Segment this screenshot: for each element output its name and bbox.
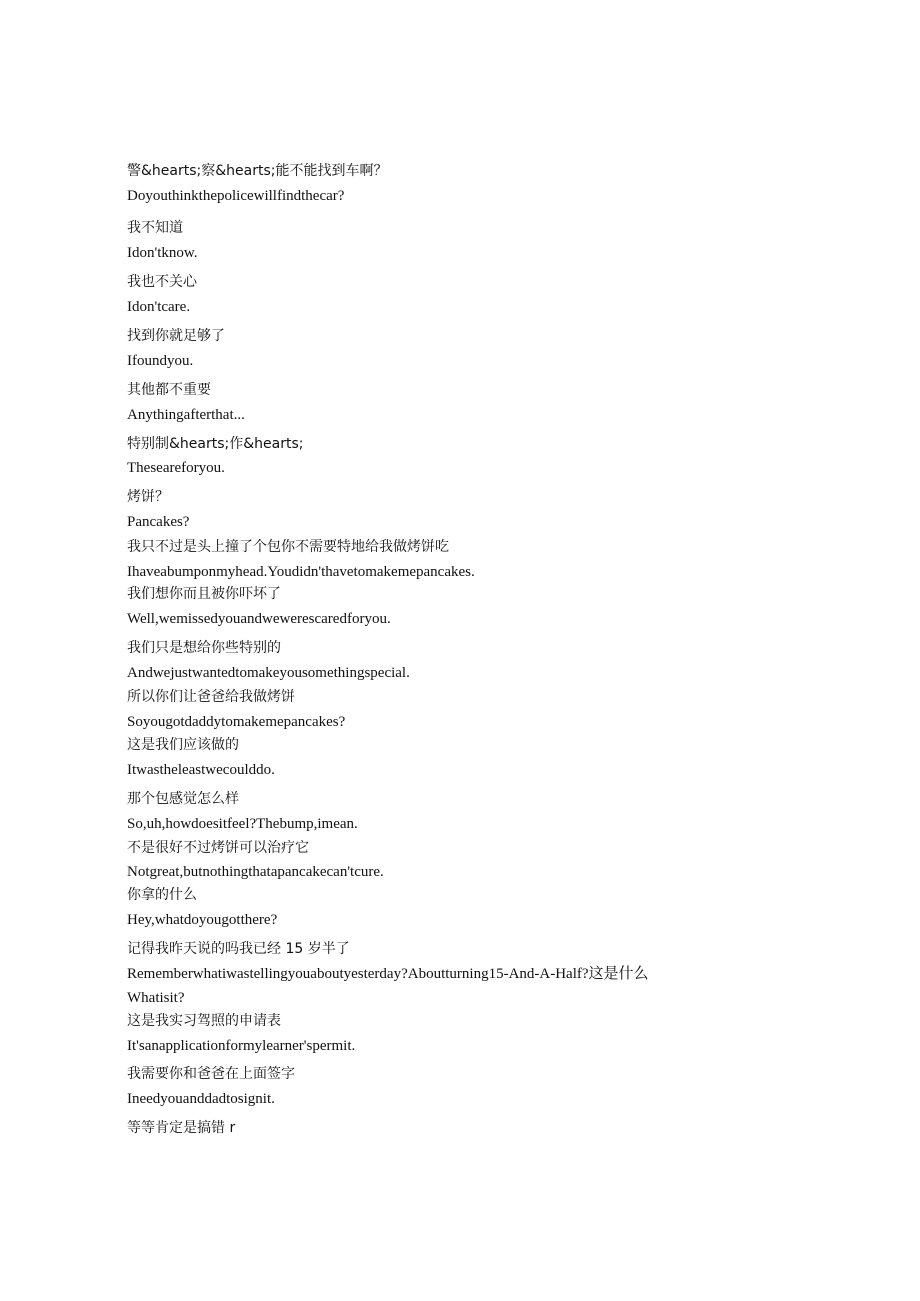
subtitle-en: Idon'tcare. — [127, 299, 191, 315]
subtitle-zh: 你拿的什么 — [127, 887, 197, 903]
subtitle-zh: 这是我们应该做的 — [127, 737, 239, 753]
subtitle-en: Well,wemissedyouandwewerescaredforyou. — [127, 611, 391, 627]
subtitle-zh: 我也不关心 — [127, 274, 197, 290]
subtitle-en: Anythingafterthat... — [127, 407, 245, 423]
subtitle-en: It'sanapplicationformylearner'spermit. — [127, 1038, 356, 1054]
subtitle-zh: 烤饼？ — [127, 489, 169, 505]
subtitle-en: Idon'tknow. — [127, 245, 198, 261]
subtitle-en: Theseareforyou. — [127, 460, 225, 476]
subtitle-zh: 我只不过是头上撞了个包你不需要特地给我做烤饼吃 — [127, 539, 449, 555]
subtitle-zh: 我们只是想给你些特别的 — [127, 640, 281, 656]
subtitle-en: Rememberwhatiwastellingyouaboutyesterday?Aboutturning15-And-A-Half?这是什么 — [127, 966, 649, 982]
subtitle-en: Ineedyouanddadtosignit. — [127, 1091, 275, 1107]
subtitle-zh: 我需要你和爸爸在上面签字 — [127, 1066, 295, 1082]
subtitle-zh: 警&hearts;察&hearts;能不能找到车啊？ — [127, 163, 388, 179]
subtitle-zh: 我们想你而且被你吓坏了 — [127, 586, 281, 602]
subtitle-zh: 其他都不重要 — [127, 382, 211, 398]
subtitle-en: Soyougotdaddytomakemepancakes? — [127, 714, 346, 730]
subtitle-zh: 不是很好不过烤饼可以治疗它 — [127, 840, 309, 856]
subtitle-zh: 所以你们让爸爸给我做烤饼 — [127, 689, 295, 705]
subtitle-en: Ifoundyou. — [127, 353, 194, 369]
subtitle-en: Whatisit? — [127, 990, 185, 1006]
subtitle-zh: 找到你就足够了 — [127, 328, 225, 344]
subtitle-en: Ihaveabumponmyhead.Youdidn'thavetomakemepancakes. — [127, 564, 475, 580]
subtitle-zh: 我不知道 — [127, 220, 183, 236]
subtitle-zh: 记得我昨天说的吗我已经 15 岁半了 — [127, 941, 350, 957]
subtitle-en: So,uh,howdoesitfeel?Thebump,imean. — [127, 816, 358, 832]
subtitle-zh: 等等肯定是搞错 r — [127, 1120, 236, 1136]
subtitle-en: Hey,whatdoyougotthere? — [127, 912, 278, 928]
subtitle-en: Pancakes? — [127, 514, 190, 530]
subtitle-zh: 特别制&hearts;作&hearts; — [127, 436, 304, 452]
subtitle-en: Doyouthinkthepolicewillfindthecar? — [127, 188, 345, 204]
subtitle-en: Andwejustwantedtomakeyousomethingspecial. — [127, 665, 410, 681]
subtitle-zh: 这是我实习驾照的申请表 — [127, 1013, 281, 1029]
subtitle-en: Notgreat,butnothingthatapancakecan'tcure. — [127, 864, 384, 880]
subtitle-zh: 那个包感觉怎么样 — [127, 791, 239, 807]
subtitle-en: Itwastheleastwecoulddo. — [127, 762, 275, 778]
